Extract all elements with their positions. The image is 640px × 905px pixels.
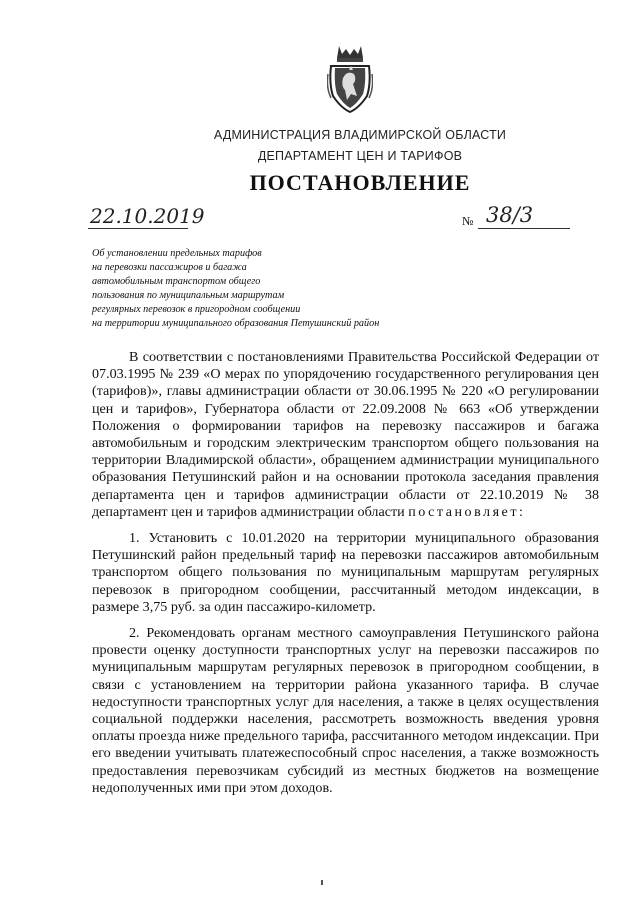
item-1-paragraph: 1. Установить с 10.01.2020 на территории муниципального образования Петушинский район предельный тариф на перевозки пассажиров автомобильным транспортом общего пользования по муниципальным маршрутам регулярных перевозок в пригородном сообщении, рассчитанный методом индексации, в размере 3,75 руб. за один пассажиро-километр. [92, 530, 599, 615]
date-underline [88, 228, 188, 229]
resolves-word: постановляет: [408, 503, 526, 520]
subject-line: Об установлении предельных тарифов [92, 248, 262, 259]
subject-line: пользования по муниципальным маршрутам [92, 290, 285, 302]
subject-line: на территории муниципального образования Петушинский район [92, 318, 380, 330]
document-type-title: ПОСТАНОВЛЕНИЕ [249, 170, 471, 195]
preamble-text: В соответствии с постановлениями Правительства Российской Федерации от 07.03.1995 № 239 «О мерах по упорядочению государственного регулирования цен (тарифов)», главы администрации области от 30.06.1995 № 220 «О регулировании цен и тарифов», Губернатора области от 22.09.2008 № 663 «Об утверждении Положения о формировании тарифов на перевозку пассажиров и багажа автомобильным и городским электрическим транспортом общего пользования на территории Владимирской области», обращением администрации муниципального образования Петушинский район и на основании протокола заседания правления департамента цен и тарифов администрации области от 22.10.2019 № 38 департамент цен и тарифов администрации области [92, 349, 599, 520]
subject-line: на перевозки пассажиров и багажа [92, 262, 247, 274]
preamble-paragraph [92, 349, 599, 521]
subject-line: автомобильным транспортом общего [92, 276, 261, 288]
document-body [92, 349, 599, 797]
department-name: ДЕПАРТАМЕНТ ЦЕН И ТАРИФОВ [257, 149, 463, 163]
organization-name: АДМИНИСТРАЦИЯ ВЛАДИМИРСКОЙ ОБЛАСТИ [213, 128, 507, 142]
document-subject [92, 247, 432, 332]
document-number: 38/3 [486, 203, 534, 227]
item-2-paragraph: 2. Рекомендовать органам местного самоуправления Петушинского района провести оценку доступности транспортных услуг на перевозки пассажиров по муниципальным маршрутам регулярных перевозок в пригородном сообщении, в связи с установлением на территории района указанного тарифа. В случае недоступности транспортных услуг для населения, а также в целях осуществления социальной поддержки населения, рассмотреть возможность введения уровня оплаты проезда ниже предельного тарифа, рассчитанного методом индексации. При его введении учитывать платежеспособный спрос населения, а также возможность предоставления перевозчикам субсидий из местных бюджетов на возмещение недополученных ими при этом доходов. [92, 625, 599, 796]
subject-line: регулярных перевозок в пригородном сообщении [92, 304, 301, 316]
number-label: № [462, 214, 474, 228]
number-underline [478, 228, 570, 229]
vladimir-oblast-coat-of-arms-icon [327, 44, 373, 114]
page-mark [321, 880, 323, 885]
document-date: 22.10.2019 [90, 204, 205, 228]
